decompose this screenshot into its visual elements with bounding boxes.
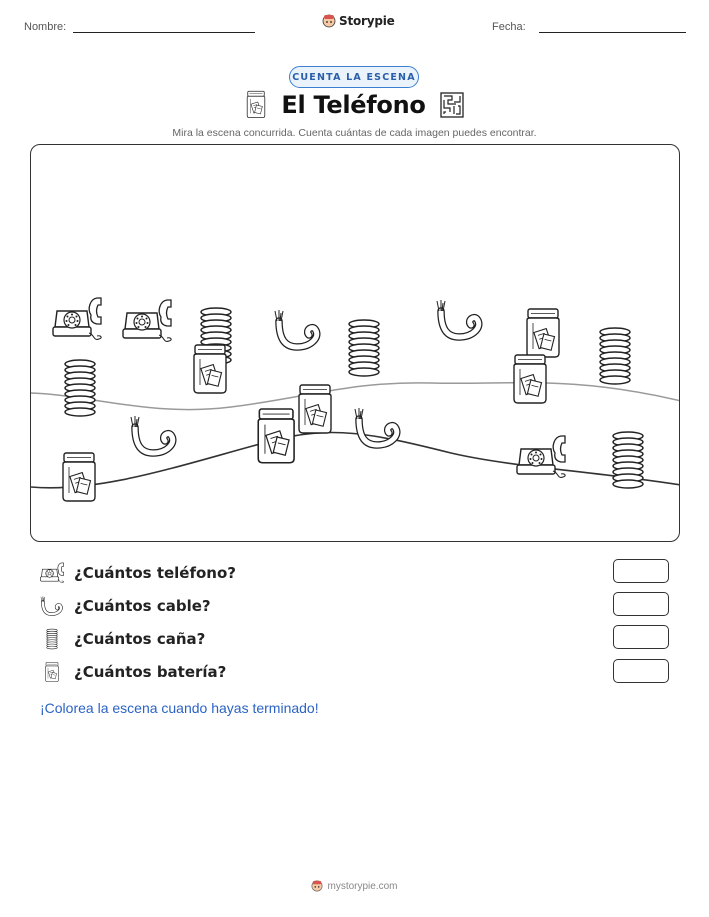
cable-item [355,408,397,445]
answer-box-bateria[interactable] [613,659,669,683]
brand-name: Storypie [339,14,395,28]
question-text: ¿Cuántos cable? [74,597,211,615]
telephone-item [123,300,171,341]
storypie-mascot-icon [311,880,323,892]
activity-badge [289,66,419,88]
closing-instruction: ¡Colorea la escena cuando hayas terminado! [40,700,319,716]
battery-jar-item [527,309,559,357]
battery-jar-item [63,453,95,501]
spring-item [600,328,630,384]
spring-item [613,432,643,488]
question-text: ¿Cuántos batería? [74,663,227,681]
answer-box-cable[interactable] [613,592,669,616]
cable-icon [40,595,64,617]
title-row [0,90,709,120]
question-text: ¿Cuántos caña? [74,630,206,648]
storypie-mascot-icon [322,14,336,28]
brand-logo [322,14,395,28]
busy-scene[interactable] [30,144,680,542]
question-cana [40,626,205,652]
name-line[interactable] [73,32,255,33]
cable-item [275,310,317,347]
date-line[interactable] [539,32,686,33]
activity-badge-text: CUENTA LA ESCENA [292,71,416,83]
telephone-icon [40,562,64,584]
telephone-item [53,298,101,339]
cable-item [437,300,479,337]
page-title: El Teléfono [281,91,426,119]
instructions: Mira la escena concurrida. Cuenta cuántas de cada imagen puedes encontrar. [172,127,537,139]
question-cable [40,593,211,619]
spring-icon [40,628,64,650]
battery-jar-item [514,355,546,403]
answer-box-telefono[interactable] [613,559,669,583]
question-bateria [40,659,226,685]
battery-jar-item [299,385,331,433]
foreground-hill-line [31,432,680,487]
background-hill-line [31,383,680,410]
battery-jar-item [258,409,294,463]
question-telefono [40,560,236,586]
name-label: Nombre: [24,21,67,33]
battery-jar-icon [245,90,267,120]
footer [0,880,709,892]
spring-item [349,320,379,376]
maze-icon [440,92,464,118]
spring-item [65,360,95,416]
answer-box-cana[interactable] [613,625,669,649]
battery-jar-item [194,345,226,393]
date-label: Fecha: [492,21,526,33]
scene-illustration [31,145,680,542]
question-text: ¿Cuántos teléfono? [74,564,236,582]
battery-jar-icon [40,661,64,683]
cable-item [131,416,173,453]
footer-url[interactable]: mystorypie.com [327,880,398,892]
telephone-item [517,436,565,477]
